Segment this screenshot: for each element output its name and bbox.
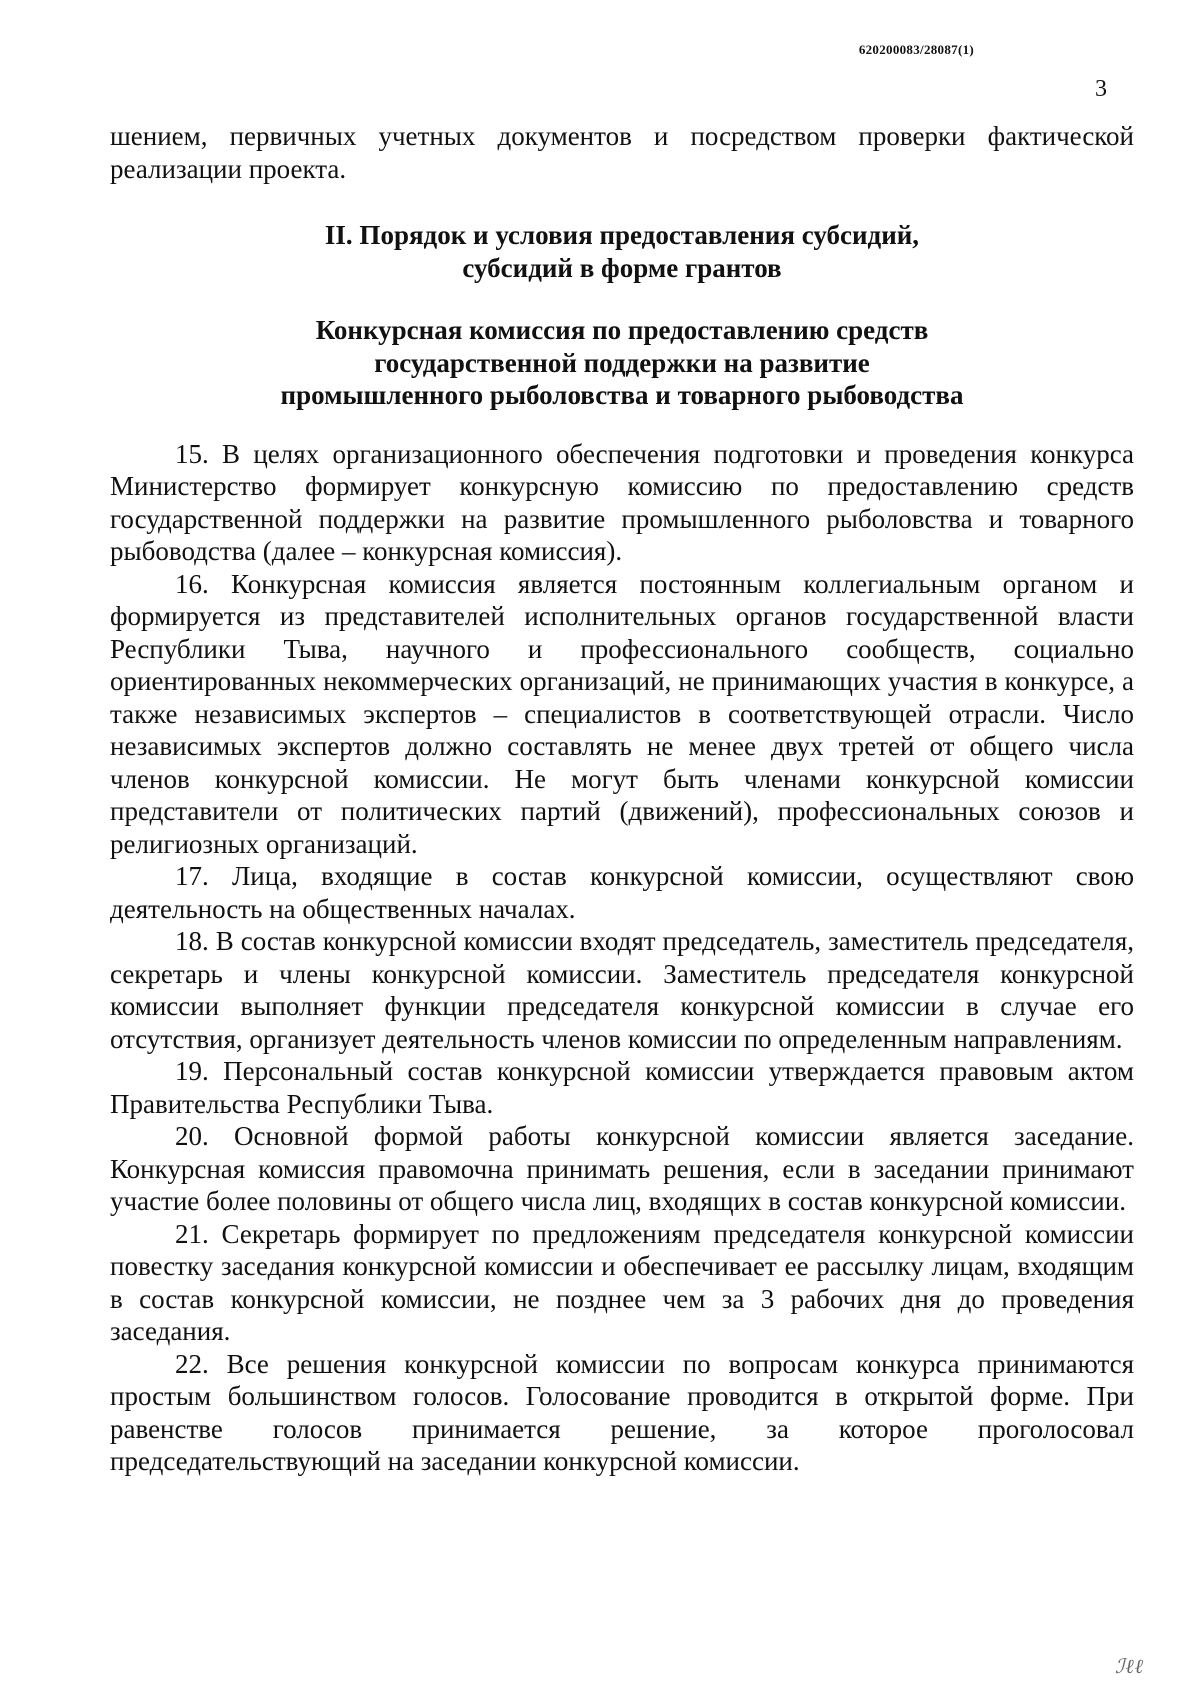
section-heading-line: II. Порядок и условия предоставления субсидий,: [324, 220, 920, 250]
paragraph-17: 17. Лица, входящие в состав конкурсной комиссии, осуществляют свою деятельность на общественных началах.: [110, 861, 1134, 924]
paragraph-21: 21. Секретарь формирует по предложениям председателя конкурсной комиссии повестку заседания конкурсной комиссии и обеспечивает ее рассылку лицам, входящим в состав конкурсной комиссии, не позднее чем за 3 рабочих дня до проведения заседания.: [110, 1218, 1134, 1346]
sub-heading-line: государственной поддержки на развитие: [374, 347, 870, 378]
paragraph-20: 20. Основной формой работы конкурсной комиссии является заседание. Конкурсная комиссия правомочна принимать решения, если в заседании принимают участие более половины от общего числа лиц, входящих в состав конкурсной комиссии.: [110, 1121, 1134, 1216]
paragraph-15: 15. В целях организационного обеспечения подготовки и проведения конкурса Министерство формирует конкурсную комиссию по предоставлению средств государственной поддержки на развитие промышленного рыболовства и товарного рыбоводства (далее – конкурсная комиссия).: [110, 438, 1134, 566]
document-body: [110, 120, 1134, 1478]
sub-heading-line: промышленного рыболовства и товарного рыбоводства: [280, 380, 964, 410]
document-code: 620200083/28087(1): [858, 42, 974, 57]
intro-paragraph: шением, первичных учетных документов и посредством проверки фактической реализации проекта.: [110, 121, 1134, 184]
paragraph-22: 22. Все решения конкурсной комиссии по вопросам конкурса принимаются простым большинством голосов. Голосование проводится в открытой форме. При равенстве голосов принимается решение, за которое проголосовал председательствующий на заседании конкурсной комиссии.: [110, 1348, 1134, 1476]
handwritten-corner-mark: ℐℓℓ: [1114, 1656, 1144, 1678]
paragraph-18: 18. В состав конкурсной комиссии входят председатель, заместитель председателя, секретарь и члены конкурсной комиссии. Заместитель председателя конкурсной комиссии выполняет функции председателя конкурсной комиссии в случае его отсутствия, организует деятельность членов комиссии по определенным направлениям.: [110, 926, 1134, 1054]
page-number: 3: [1095, 76, 1107, 102]
paragraph-16: 16. Конкурсная комиссия является постоянным коллегиальным органом и формируется из представителей исполнительных органов государственной власти Республики Тыва, научного и профессионального сообществ, социально ориентированных некоммерческих организаций, не принимающих участия в конкурсе, а также независимых экспертов – специалистов в соответствующей отрасли. Число независимых экспертов должно составлять не менее двух третей от общего числа членов конкурсной комиссии. Не могут быть членами конкурсной комиссии представители от политических партий (движений), профессиональных союзов и религиозных организаций.: [110, 568, 1134, 859]
sub-heading-line: Конкурсная комиссия по предоставлению средств: [315, 315, 929, 345]
sub-heading: [110, 314, 1134, 412]
section-heading: [110, 219, 1134, 284]
section-heading-line: субсидий в форме грантов: [462, 252, 782, 283]
paragraph-19: 19. Персональный состав конкурсной комиссии утверждается правовым актом Правительства Республики Тыва.: [110, 1056, 1134, 1119]
